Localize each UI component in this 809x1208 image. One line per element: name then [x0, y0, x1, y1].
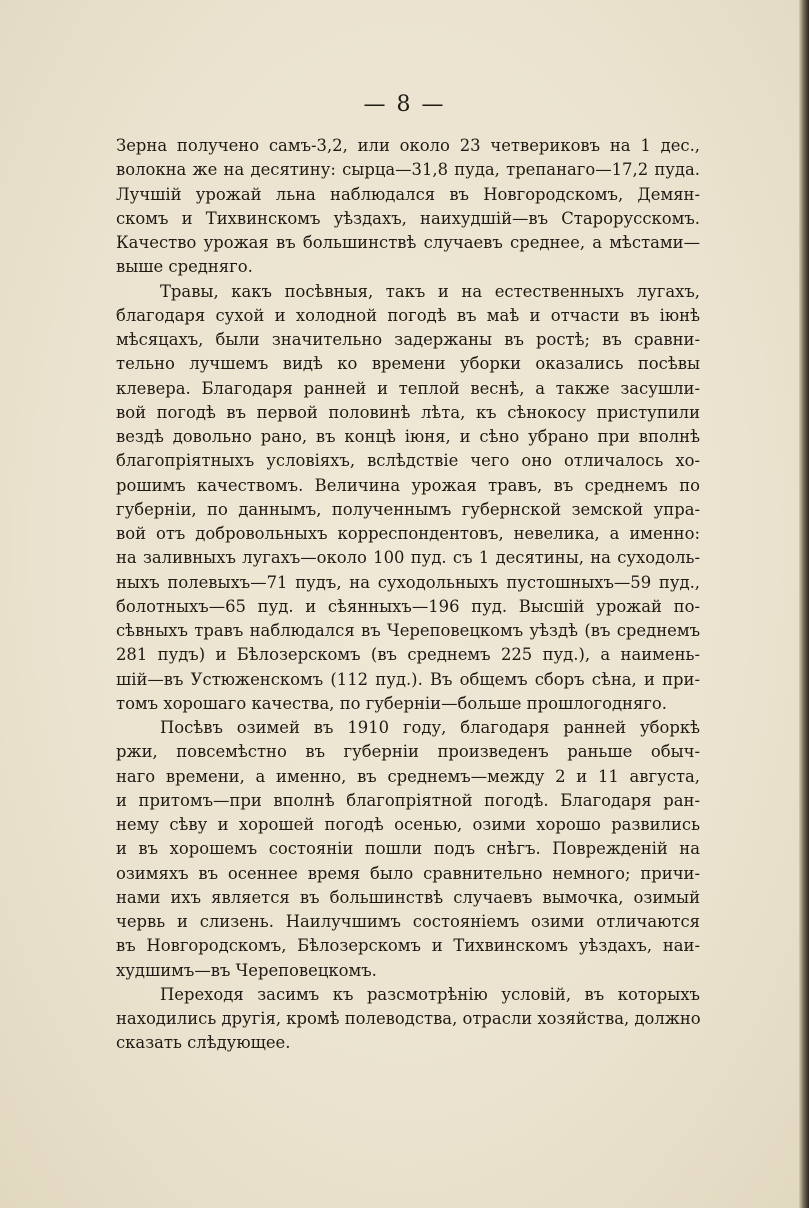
text-line: Лучшій урожай льна наблюдался въ Новгородскомъ, Демян-: [116, 184, 700, 204]
text-line: озимяхъ въ осеннее время было сравнительно немного; причи-: [116, 863, 700, 883]
text-line: Переходя засимъ къ разсмотрѣнію условій, въ которыхъ: [160, 984, 700, 1004]
text-line: худшимъ—въ Череповецкомъ.: [116, 960, 377, 980]
text-line: рошимъ качествомъ. Величина урожая травъ, въ среднемъ по: [116, 475, 700, 495]
text-line: нами ихъ является въ большинствѣ случаевъ вымочка, озимый: [116, 887, 700, 907]
text-line: клевера. Благодаря ранней и теплой веснѣ, а также засушли-: [116, 378, 700, 398]
text-line: ржи, повсемѣстно въ губерніи произведенъ раньше обыч-: [116, 742, 700, 762]
text-line: тельно лучшемъ видѣ ко времени уборки оказались посѣвы: [116, 354, 700, 374]
text-line: вездѣ довольно рано, въ концѣ іюня, и сѣно убрано при вполнѣ: [116, 427, 700, 446]
page-edge-shadow: [799, 0, 809, 1208]
text-line: губерніи, по даннымъ, полученнымъ губернской земской упра-: [116, 499, 700, 519]
text-line: выше средняго.: [116, 257, 253, 277]
text-line: благопріятныхъ условіяхъ, вслѣдствіе чего оно отличалось хо-: [116, 451, 700, 471]
text-line: и въ хорошемъ состояніи пошли подъ снѣгъ. Поврежденій на: [116, 839, 700, 859]
body-text: [116, 134, 700, 1056]
text-line: томъ хорошаго качества, по губерніи—больше прошлогодняго.: [116, 693, 667, 713]
text-line: 281 пудъ) и Бѣлозерскомъ (въ среднемъ 225 пуд.), а наимень-: [116, 645, 700, 665]
text-line: шій—въ Устюженскомъ (112 пуд.). Въ общемъ сборъ сѣна, и при-: [116, 669, 700, 689]
text-line: сѣвныхъ травъ наблюдался въ Череповецкомъ уѣздѣ (въ среднемъ: [116, 621, 700, 640]
text-line: въ Новгородскомъ, Бѣлозерскомъ и Тихвинскомъ уѣздахъ, наи-: [116, 936, 700, 956]
text-line: червь и слизень. Наилучшимъ состояніемъ озими отличаются: [116, 912, 700, 931]
text-line: болотныхъ—65 пуд. и сѣянныхъ—196 пуд. Высшій урожай по-: [116, 596, 700, 616]
text-line: и притомъ—при вполнѣ благопріятной погодѣ. Благодаря ран-: [116, 790, 700, 810]
text-line: скомъ и Тихвинскомъ уѣздахъ, наихудшій—въ Старорусскомъ.: [116, 208, 700, 228]
text-line: находились другія, кромѣ полеводства, отрасли хозяйства, должно: [116, 1009, 701, 1028]
text-line: волокна же на десятину: сырца—31,8 пуда, трепанаго—17,2 пуда.: [116, 160, 700, 180]
text-line: наго времени, а именно, въ среднемъ—между 2 и 11 августа,: [116, 766, 700, 786]
text-line: нему сѣву и хорошей погодѣ осенью, озими хорошо развились: [116, 815, 700, 834]
text-line: Качество урожая въ большинствѣ случаевъ среднее, а мѣстами—: [116, 233, 700, 252]
text-line: ныхъ полевыхъ—71 пудъ, на суходольныхъ пустошныхъ—59 пуд.,: [116, 572, 700, 592]
text-line: Зерна получено самъ-3,2, или около 23 четвериковъ на 1 дес.,: [116, 136, 700, 155]
page-number: — 8 —: [363, 92, 446, 117]
text-line: мѣсяцахъ, были значительно задержаны въ ростѣ; въ сравни-: [116, 330, 700, 349]
text-line: вой отъ добровольныхъ корреспондентовъ, невелика, а именно:: [116, 524, 700, 543]
text-line: Посѣвъ озимей въ 1910 году, благодаря ранней уборкѣ: [160, 718, 700, 737]
text-line: на заливныхъ лугахъ—около 100 пуд. съ 1 десятины, на суходоль-: [116, 548, 700, 568]
text-line: благодаря сухой и холодной погодѣ въ маѣ и отчасти въ іюнѣ: [116, 305, 700, 325]
text-line: сказать слѣдующее.: [116, 1033, 291, 1053]
text-line: вой погодѣ въ первой половинѣ лѣта, къ сѣнокосу приступили: [116, 402, 700, 422]
text-line: Травы, какъ посѣвныя, такъ и на естественныхъ лугахъ,: [160, 281, 700, 301]
